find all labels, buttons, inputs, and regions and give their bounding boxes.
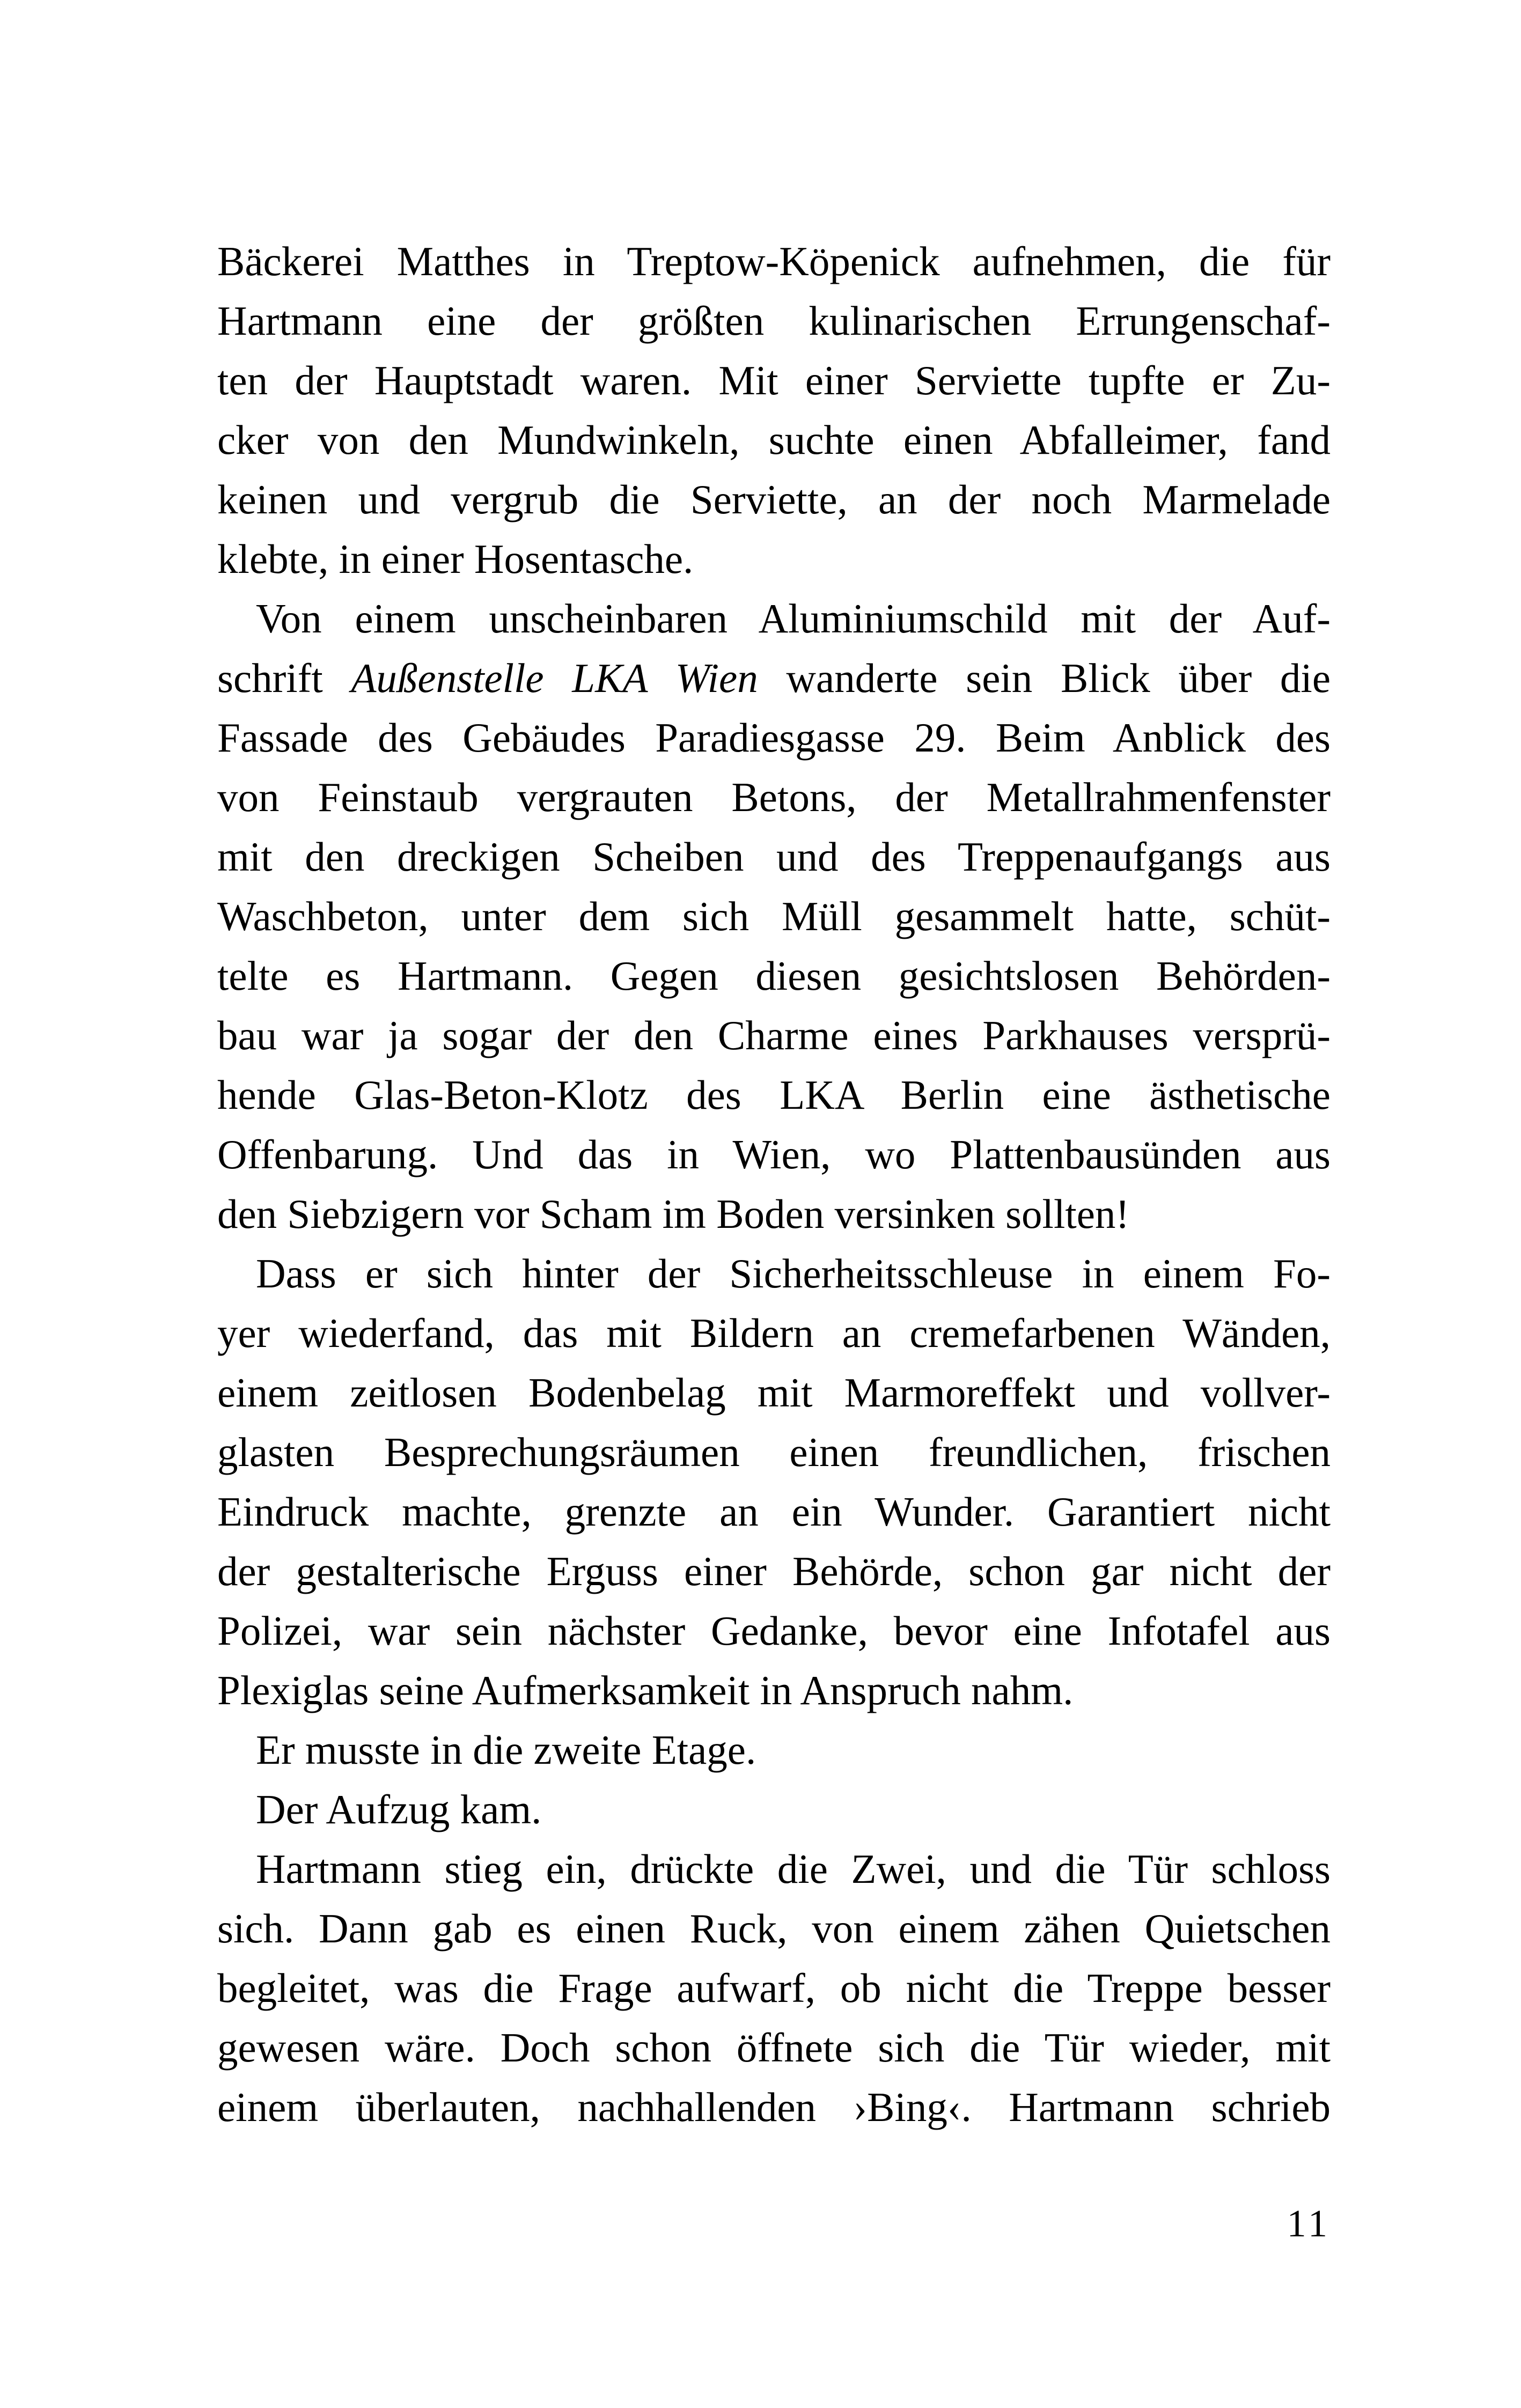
text-segment: Fassade des Gebäudes Paradiesgasse 29. Beim Anblick des <box>217 715 1331 761</box>
text-segment: Bäckerei Matthes in Treptow-Köpenick aufnehmen, die für <box>217 238 1331 284</box>
text-line <box>217 827 1331 887</box>
text-line <box>217 1125 1331 1184</box>
text-segment: Von einem unscheinbaren Aluminiumschild mit der Auf- <box>256 595 1331 642</box>
text-line <box>217 1661 1331 1720</box>
text-segment: begleitet, was die Frage aufwarf, ob nicht die Treppe besser <box>217 1965 1331 2011</box>
text-line <box>217 1839 1331 1899</box>
text-line <box>217 1065 1331 1125</box>
text-segment: Offenbarung. Und das in Wien, wo Plattenbausünden aus <box>217 1131 1331 1177</box>
text-line <box>217 1899 1331 1958</box>
text-line <box>217 2078 1331 2137</box>
text-segment: Plexiglas seine Aufmerksamkeit in Anspruch nahm. <box>217 1667 1074 1713</box>
text-segment: Hartmann stieg ein, drückte die Zwei, und die Tür schloss <box>256 1846 1331 1892</box>
text-segment: einem überlauten, nachhallenden ›Bing‹. Hartmann schrieb <box>217 2084 1331 2130</box>
text-line <box>217 2018 1331 2078</box>
text-line <box>217 1244 1331 1304</box>
italic-text: Außenstelle LKA Wien <box>351 655 758 701</box>
text-line <box>217 1720 1331 1780</box>
text-line <box>217 1542 1331 1601</box>
text-segment: sich. Dann gab es einen Ruck, von einem zähen Quietschen <box>217 1905 1331 1952</box>
text-segment: keinen und vergrub die Serviette, an der noch Marmelade <box>217 476 1331 522</box>
text-segment: yer wiederfand, das mit Bildern an cremefarbenen Wänden, <box>217 1310 1331 1356</box>
text-segment: Der Aufzug kam. <box>256 1786 542 1832</box>
text-line <box>217 1304 1331 1363</box>
text-line <box>217 768 1331 827</box>
page-number: 11 <box>1287 2202 1331 2245</box>
text-line <box>217 1006 1331 1065</box>
text-segment: hende Glas-Beton-Klotz des LKA Berlin eine ästhetische <box>217 1072 1331 1118</box>
text-segment: einem zeitlosen Bodenbelag mit Marmoreffekt und vollver- <box>217 1369 1331 1416</box>
text-segment: gewesen wäre. Doch schon öffnete sich die Tür wieder, mit <box>217 2024 1331 2071</box>
text-segment: der gestalterische Erguss einer Behörde, schon gar nicht der <box>217 1548 1331 1594</box>
text-segment: glasten Besprechungsräumen einen freundlichen, frischen <box>217 1429 1331 1475</box>
text-line <box>217 351 1331 410</box>
text-segment: Dass er sich hinter der Sicherheitsschleuse in einem Fo- <box>256 1250 1331 1297</box>
text-line <box>217 946 1331 1006</box>
text-line <box>217 649 1331 708</box>
text-segment: von Feinstaub vergrauten Betons, der Metallrahmenfenster <box>217 774 1331 820</box>
text-segment: wanderte sein Blick über die <box>758 655 1331 701</box>
text-line <box>217 708 1331 768</box>
text-line <box>217 291 1331 351</box>
text-line <box>217 589 1331 649</box>
text-line <box>217 1184 1331 1244</box>
text-segment: Polizei, war sein nächster Gedanke, bevor eine Infotafel aus <box>217 1608 1331 1654</box>
text-segment: Hartmann eine der größten kulinarischen Errungenschaf- <box>217 298 1331 344</box>
text-line <box>217 1958 1331 2018</box>
text-segment: telte es Hartmann. Gegen diesen gesichtslosen Behörden- <box>217 953 1331 999</box>
text-segment: bau war ja sogar der den Charme eines Parkhauses versprü- <box>217 1012 1331 1058</box>
text-segment: Er musste in die zweite Etage. <box>256 1727 756 1773</box>
text-line <box>217 1780 1331 1839</box>
text-line <box>217 1482 1331 1542</box>
text-line <box>217 1423 1331 1482</box>
text-segment: mit den dreckigen Scheiben und des Treppenaufgangs aus <box>217 834 1331 880</box>
text-segment: ten der Hauptstadt waren. Mit einer Serviette tupfte er Zu- <box>217 357 1331 403</box>
text-line <box>217 1363 1331 1423</box>
text-block <box>217 232 1331 2137</box>
text-segment: Waschbeton, unter dem sich Müll gesammelt hatte, schüt- <box>217 893 1331 939</box>
text-line <box>217 232 1331 291</box>
text-line <box>217 410 1331 470</box>
text-segment: den Siebzigern vor Scham im Boden versinken sollten! <box>217 1191 1130 1237</box>
text-segment: schrift <box>217 655 351 701</box>
text-line <box>217 529 1331 589</box>
text-line <box>217 470 1331 529</box>
text-line <box>217 887 1331 946</box>
text-segment: klebte, in einer Hosentasche. <box>217 536 694 582</box>
text-segment: cker von den Mundwinkeln, suchte einen Abfalleimer, fand <box>217 417 1331 463</box>
text-line <box>217 1601 1331 1661</box>
text-segment: Eindruck machte, grenzte an ein Wunder. Garantiert nicht <box>217 1489 1331 1535</box>
